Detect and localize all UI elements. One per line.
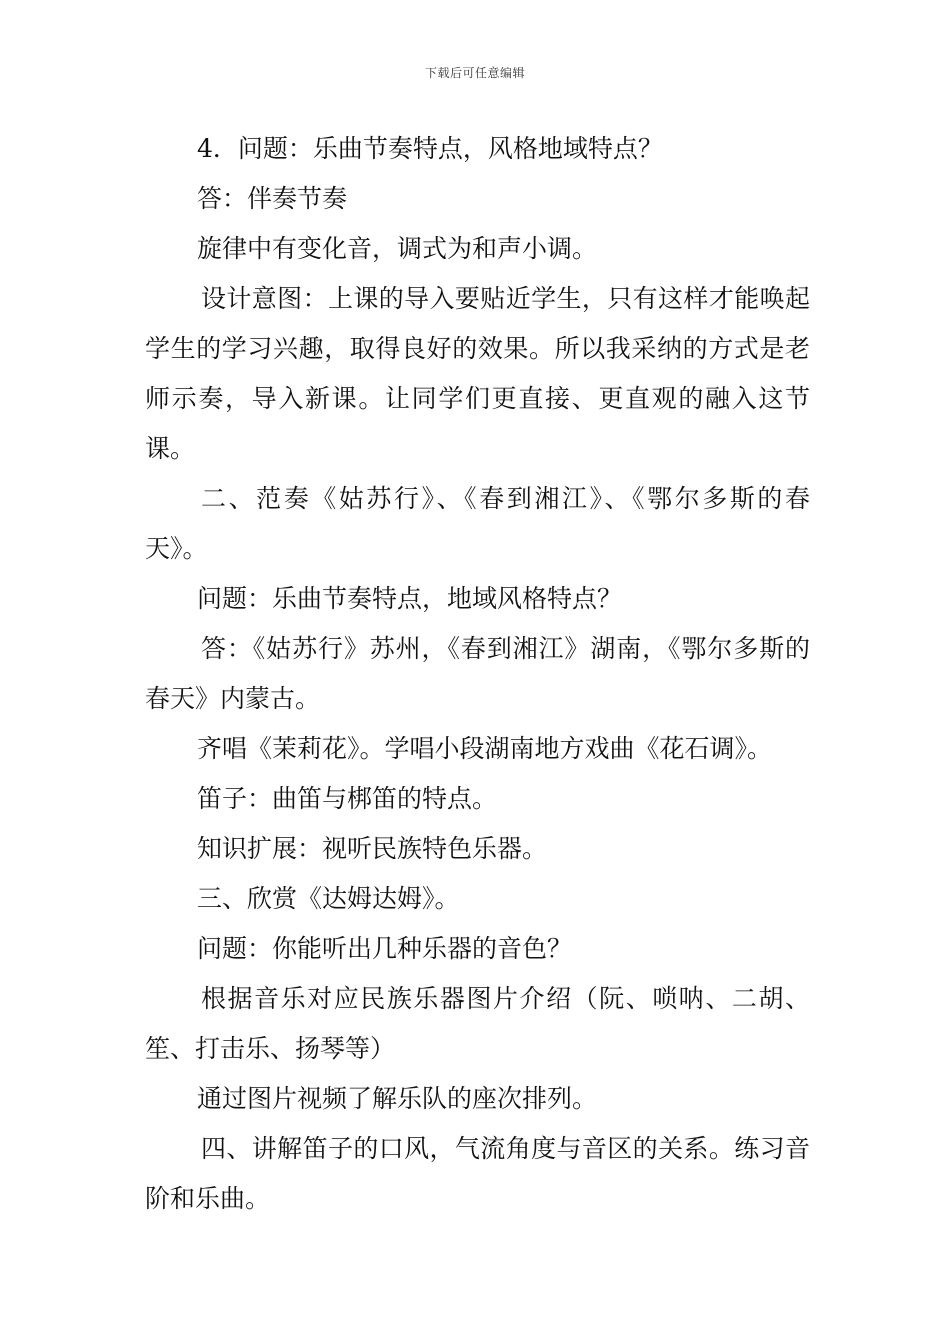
paragraph-melody-mode: 旋律中有变化音，调式为和声小调。	[197, 234, 598, 263]
paragraph-knowledge-extension: 知识扩展：视听民族特色乐器。	[197, 834, 548, 863]
paragraph-section-2: 二、范奏《姑苏行》、《春到湘江》、《鄂尔多斯的春天》。	[145, 484, 810, 563]
paragraph-flute-types: 笛子：曲笛与梆笛的特点。	[197, 784, 498, 813]
paragraph-question-style: 问题：乐曲节奏特点，地域风格特点？	[197, 584, 623, 613]
paragraph-question-timbre: 问题：你能听出几种乐器的音色？	[197, 934, 573, 963]
paragraph-section-4: 四、讲解笛子的口风，气流角度与音区的关系。练习音阶和乐曲。	[145, 1134, 810, 1213]
page-header: 下载后可任意编辑	[424, 66, 525, 80]
paragraph-section-3: 三、欣赏《达姆达姆》。	[197, 884, 460, 913]
paragraph-answer-regions: 答：《姑苏行》苏州，《春到湘江》湖南，《鄂尔多斯的春天》内蒙古。	[145, 634, 810, 713]
paragraph-instrument-intro: 根据音乐对应民族乐器图片介绍（阮、唢呐、二胡、笙、打击乐、扬琴等）	[145, 984, 810, 1063]
document-body	[145, 124, 810, 1224]
paragraph-question-4: 4．问题：乐曲节奏特点，风格地域特点？	[197, 134, 663, 163]
paragraph-answer-accompaniment: 答：伴奏节奏	[197, 184, 348, 213]
paragraph-design-intent: 设计意图：上课的导入要贴近学生，只有这样才能唤起学生的学习兴趣，取得良好的效果。所以我采纳的方式是老师示奏，导入新课。让同学们更直接、更直观的融入这节课。	[145, 284, 810, 463]
paragraph-orchestra-seating: 通过图片视频了解乐队的座次排列。	[197, 1084, 598, 1113]
paragraph-sing-together: 齐唱《茉莉花》。学唱小段湖南地方戏曲《花石调》。	[197, 734, 773, 763]
